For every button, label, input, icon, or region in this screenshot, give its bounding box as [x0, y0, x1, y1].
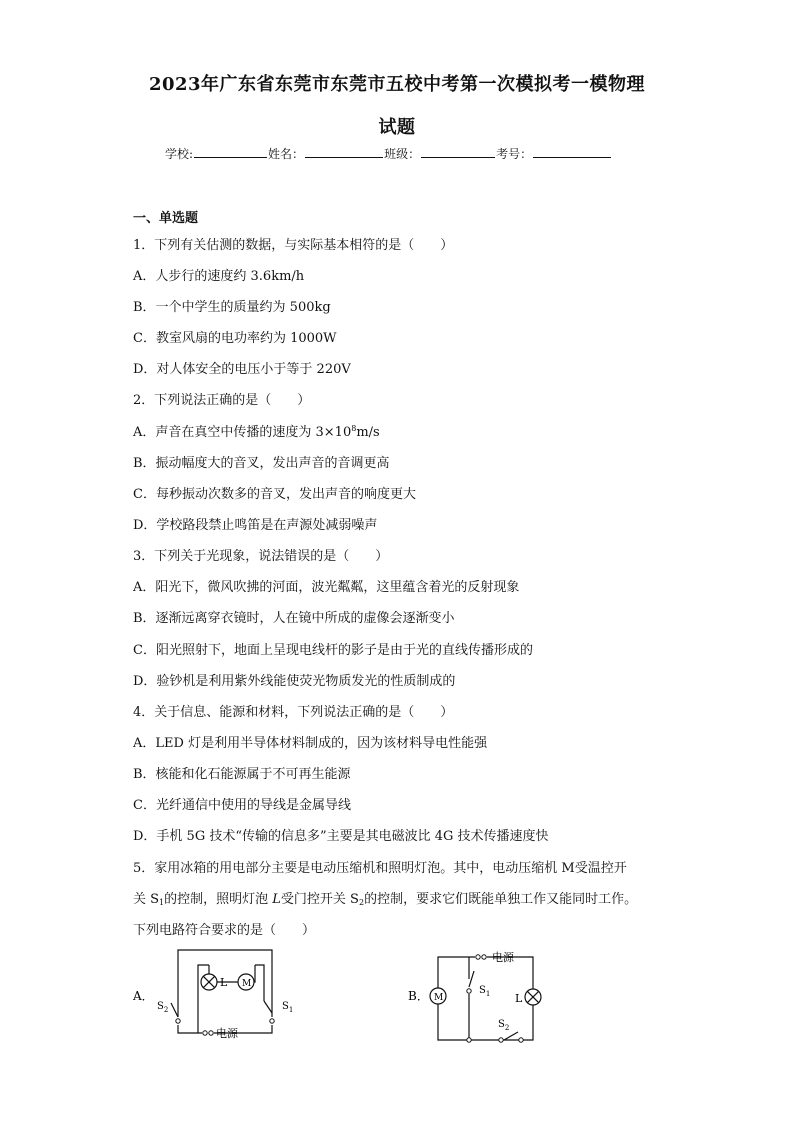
- q2-option-d[interactable]: D．学校路段禁止鸣笛是在声源处减弱噪声: [133, 518, 378, 533]
- q3-option-b[interactable]: B．逐渐远离穿衣镜时，人在镜中所成的虚像会逐渐变小: [133, 611, 455, 626]
- circuit-b-switch-s2-icon: [504, 1032, 518, 1040]
- q2-option-c[interactable]: C．每秒振动次数多的音叉，发出声音的响度更大: [133, 487, 416, 502]
- exam-number-label: 考号：: [496, 147, 533, 161]
- q3-stem: 3．下列关于光现象，说法错误的是（ ）: [133, 549, 389, 564]
- q2-option-a-text: A．声音在真空中传播的速度为 3×10: [133, 425, 352, 440]
- circuit-b-diagram[interactable]: [405, 945, 555, 1050]
- school-label: 学校:: [165, 147, 194, 161]
- class-label: 班级：: [384, 147, 421, 161]
- circuit-a-power-label: 电源: [216, 1027, 238, 1040]
- q3-option-a[interactable]: A．阳光下，微风吹拂的河面，波光粼粼，这里蕴含着光的反射现象: [133, 580, 520, 595]
- student-info-row: [165, 145, 612, 162]
- exam-title-line1: 2023年广东省东莞市东莞市五校中考第一次模拟考一模物理: [148, 74, 646, 95]
- circuit-a-s1-label: $S_1$: [282, 1001, 294, 1014]
- circuit-b-wire-bottom: [438, 1004, 533, 1040]
- q4-option-b[interactable]: B．核能和化石能源属于不可再生能源: [133, 767, 351, 782]
- q2-stem: 2．下列说法正确的是（ ）: [133, 393, 311, 408]
- q5-stem-line1: 5．家用冰箱的用电部分主要是电动压缩机和照明灯泡。其中，电动压缩机 M受温控开: [133, 861, 627, 876]
- circuit-b-option-label: B．: [408, 989, 429, 1003]
- q3-option-c[interactable]: C．阳光照射下，地面上呈现电线杆的影子是由于光的直线传播形成的: [133, 643, 533, 658]
- q2-option-a[interactable]: [133, 421, 380, 440]
- q1-option-d[interactable]: D．对人体安全的电压小于等于 220V: [133, 362, 351, 377]
- q5-stem-line3: 下列电路符合要求的是（ ）: [133, 923, 316, 938]
- q5-sub: 1: [159, 898, 165, 907]
- q1-option-c[interactable]: C．教室风扇的电功率约为 1000W: [133, 331, 337, 346]
- q5-lamp-symbol: L: [272, 892, 281, 907]
- school-blank[interactable]: [194, 145, 267, 158]
- q5-text: 的控制，要求它们既能单独工作又能同时工作。: [364, 892, 638, 907]
- q5-text: 的控制，照明灯泡: [164, 892, 273, 907]
- q1-stem: 1．下列有关估测的数据，与实际基本相符的是（ ）: [133, 238, 454, 253]
- name-label: 姓名：: [268, 147, 305, 161]
- circuit-a-switch-s2-icon: [171, 1003, 178, 1017]
- q5-text: 受门控开关 S: [280, 892, 359, 907]
- q4-option-a[interactable]: A．LED 灯是利用半导体材料制成的，因为该材料导电性能强: [133, 736, 488, 751]
- circuit-a-switch-s1-icon: [264, 1001, 272, 1013]
- q2-option-a-unit: m/s: [356, 425, 380, 440]
- circuit-a-wire-inner-right: [255, 965, 264, 1001]
- q5-sub: 2: [358, 898, 365, 907]
- circuit-a-motor-label: M: [242, 979, 252, 989]
- q4-option-c[interactable]: C．光纤通信中使用的导线是金属导线: [133, 798, 351, 813]
- name-blank[interactable]: [305, 145, 383, 158]
- section-heading: 一、单选题: [133, 211, 199, 226]
- class-blank[interactable]: [421, 145, 495, 158]
- circuit-b-switch-s1-icon: [469, 971, 474, 987]
- q4-option-d[interactable]: D．手机 5G 技术“传输的信息多”主要是其电磁波比 4G 技术传播速度快: [133, 829, 549, 844]
- circuit-b-power-label: 电源: [492, 951, 514, 964]
- circuit-b-motor-label: M: [434, 993, 444, 1003]
- circuit-b-s1-label: $S_1$: [479, 985, 491, 998]
- q1-option-a[interactable]: A．人步行的速度约 3.6km/h: [133, 269, 305, 284]
- q3-option-d[interactable]: D．验钞机是利用紫外线能使荧光物质发光的性质制成的: [133, 674, 456, 689]
- circuit-a-wire-inner-left: [198, 965, 209, 1017]
- q1-option-b[interactable]: B．一个中学生的质量约为 500kg: [133, 300, 331, 315]
- circuit-b-lamp-label: L: [515, 992, 523, 1005]
- q2-exponent: 8: [351, 424, 357, 433]
- circuit-a-diagram[interactable]: [130, 945, 300, 1050]
- q4-stem: 4．关于信息、能源和材料，下列说法正确的是（ ）: [133, 705, 454, 720]
- circuit-a-lamp-label: L: [220, 976, 228, 989]
- q5-text: 关 S: [133, 892, 160, 907]
- exam-title-line2: 试题: [378, 117, 416, 138]
- q5-stem-line2: [133, 888, 637, 907]
- circuit-a-terminal-left: [203, 1031, 207, 1035]
- circuit-b-terminal-left: [476, 955, 480, 959]
- circuit-a-option-label: A．: [133, 989, 154, 1003]
- circuit-b-s2-label: $S_2$: [498, 1019, 510, 1032]
- circuit-a-terminal-right: [209, 1031, 213, 1035]
- circuit-a-s2-label: $S_2$: [157, 1001, 169, 1014]
- exam-number-blank[interactable]: [533, 145, 611, 158]
- q2-option-b[interactable]: B．振动幅度大的音叉，发出声音的音调更高: [133, 456, 390, 471]
- circuit-b-terminal-right: [482, 955, 486, 959]
